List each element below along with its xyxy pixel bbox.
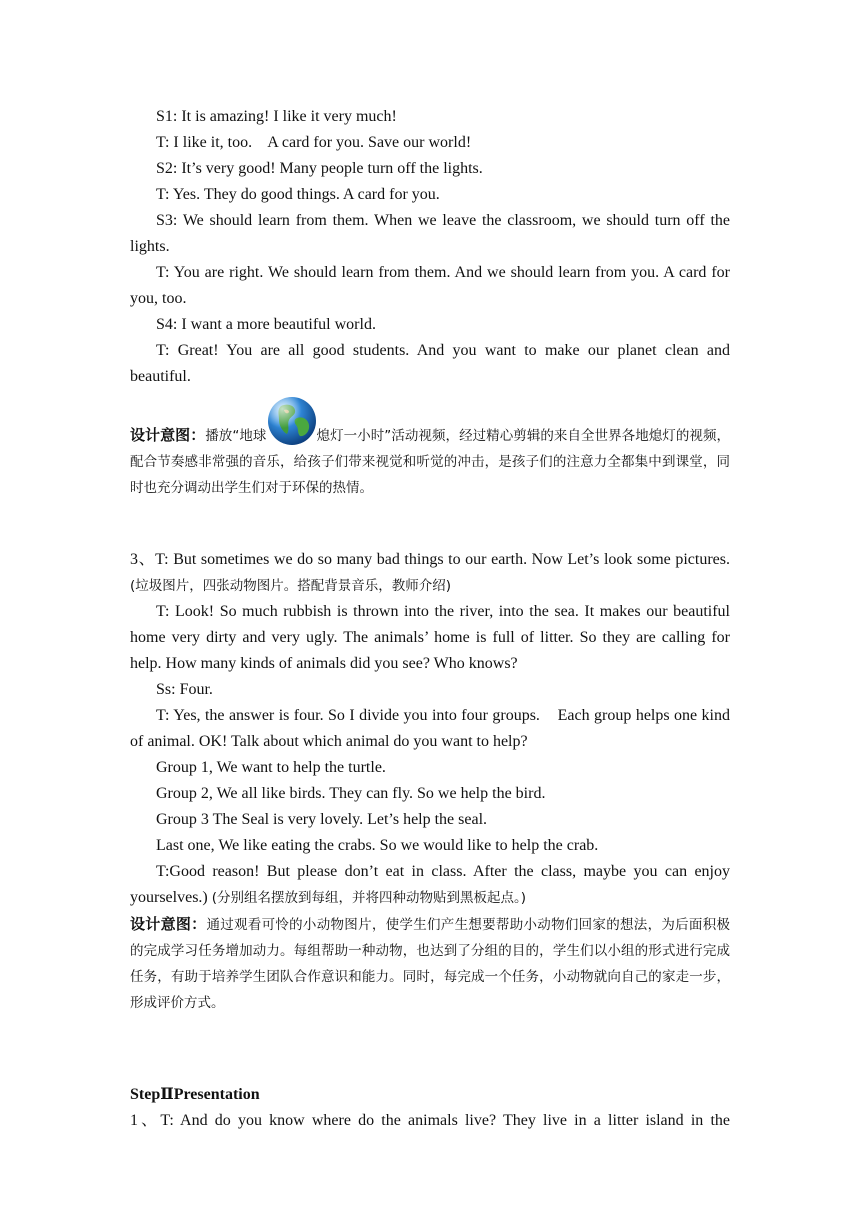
dialogue-line-t1: T: I like it, too. A card for you. Save our world! <box>156 134 472 151</box>
globe-earth-icon <box>267 396 317 446</box>
design-intent-text: 通过观看可怜的小动物图片，使学生们产生想要帮助小动物们回家的想法，为后面积极的完成学习任务增加动力。每组帮助一种动物，也达到了分组的目的，学生们以小组的形式进行完成任务，有助于培养学生团队合作意识和能力。同时，每完成一个任务，小动物就向自己的家走一步，形成评价方式。 <box>130 917 730 1011</box>
dialogue-line-s2: S2: It’s very good! Many people turn off the lights. <box>156 160 483 177</box>
section3-intro-zh: (垃圾图片，四张动物图片。搭配背景音乐，教师介绍) <box>130 578 452 594</box>
section3-intro <box>130 547 730 599</box>
section3-last-en: T:Good reason! But please don’t eat in class. After the class, maybe you can enjoy yourselves.) <box>130 863 730 906</box>
step2-title: StepⅡPresentation <box>130 1086 260 1103</box>
design-intent-label: 设计意图： <box>130 426 206 444</box>
design-intent-2 <box>130 911 730 1016</box>
dialogue-line-s4: S4: I want a more beautiful world. <box>156 316 376 333</box>
section3-last-zh: (分别组名摆放到每组，并将四种动物贴到黑板起点。) <box>211 890 527 906</box>
dialogue-line-t3: T: You are right. We should learn from them. And we should learn from you. A card for you, too. <box>130 264 730 307</box>
document-body <box>130 104 730 1134</box>
section3-line: Group 2, We all like birds. They can fly. So we help the bird. <box>156 785 546 802</box>
design-intent-1 <box>130 416 730 501</box>
step2-line-1: 1、T: And do you know where do the animals live? They live in a litter island in the <box>130 1112 731 1129</box>
design-intent-label: 设计意图： <box>130 915 207 933</box>
design-intent-text-rest: 熄灯一小时”活动视频，经过精心剪辑的来自全世界各地熄灯的视频，配合节奏感非常强的音乐，给孩子们带来视觉和听觉的冲击，是孩子们的注意力全都集中到课堂，同时也充分调动出学生们对于环保的热情。 <box>130 428 730 496</box>
dialogue-line-t2: T: Yes. They do good things. A card for you. <box>156 186 440 203</box>
section3-line: Ss: Four. <box>156 681 213 698</box>
section3-last <box>130 859 730 911</box>
design-intent-text-start: 播放“地球 <box>205 428 267 444</box>
section3-line: T: Look! So much rubbish is thrown into the river, into the sea. It makes our beautiful home very dirty and very ugly. The animals’ home is full of litter. So they are calling for help. How many kinds of animals did you see? Who knows? <box>130 603 730 672</box>
dialogue-line-t4: T: Great! You are all good students. And you want to make our planet clean and beautiful. <box>130 342 730 385</box>
dialogue-line-s1: S1: It is amazing! I like it very much! <box>156 108 397 125</box>
section3-intro-en: 3、T: But sometimes we do so many bad things to our earth. Now Let’s look some pictures. <box>130 551 730 568</box>
section3-line: T: Yes, the answer is four. So I divide you into four groups. Each group helps one kind of animal. OK! Talk about which animal do you want to help? <box>130 707 730 750</box>
section3-line: Group 3 The Seal is very lovely. Let’s help the seal. <box>156 811 488 828</box>
section3-line: Last one, We like eating the crabs. So we would like to help the crab. <box>156 837 599 854</box>
section3-line: Group 1, We want to help the turtle. <box>156 759 386 776</box>
dialogue-line-s3: S3: We should learn from them. When we leave the classroom, we should turn off the lights. <box>130 212 730 255</box>
